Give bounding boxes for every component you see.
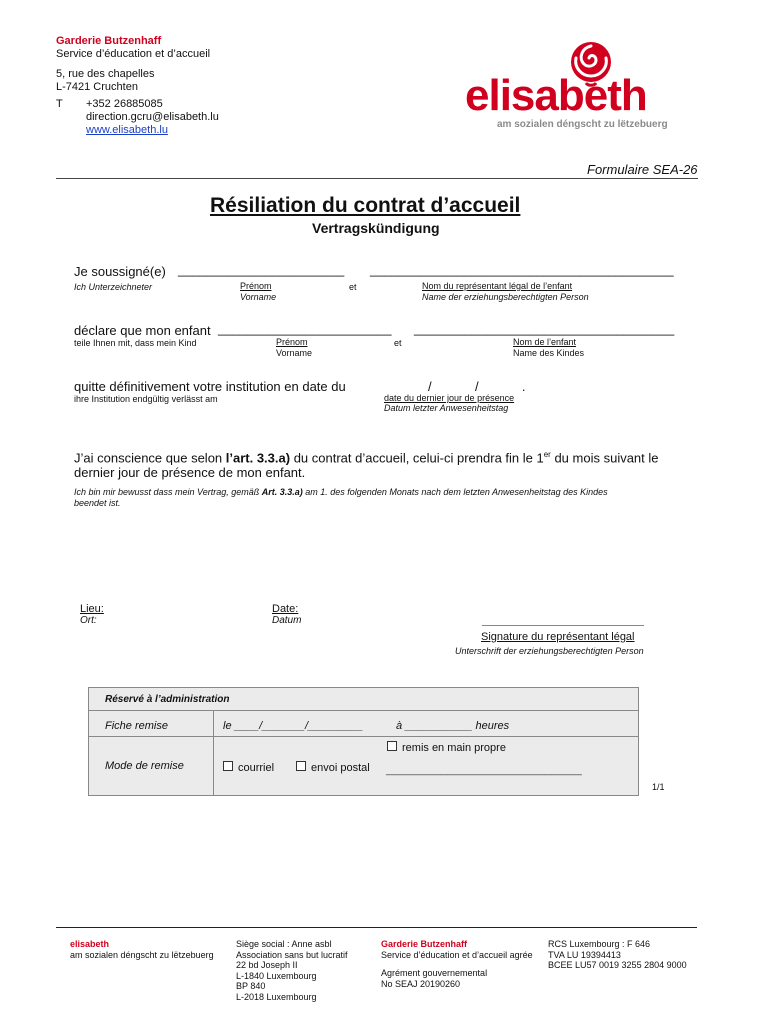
footer-garderie: Garderie Butzenhaff: [381, 939, 468, 949]
org-subtitle: Service d’éducation et d’accueil: [56, 48, 211, 60]
vorname-caption: Vorname: [240, 292, 277, 302]
footer-rule: [56, 927, 697, 928]
mode-other-blank[interactable]: ________________________________: [386, 764, 582, 776]
enfant-nom-blank[interactable]: ____________________________________: [414, 321, 675, 336]
courriel-checkbox[interactable]: [223, 761, 233, 771]
remis-checkbox[interactable]: [387, 741, 397, 751]
signature-label-de: Unterschrift der erziehungsberechtigten Person: [455, 646, 644, 656]
footer-siege-line: Siège social : Anne asbl: [236, 939, 332, 949]
quitte-label-de: ihre Institution endgültig verlässt am: [74, 394, 218, 404]
fiche-hour-blank[interactable]: à ___________ heures: [396, 720, 510, 732]
soussigne-label: Je soussigné(e): [74, 264, 166, 279]
courriel-option[interactable]: [223, 761, 274, 774]
enfant-prenom-caption: Prénom: [276, 337, 308, 347]
footer-registry-line: RCS Luxembourg : F 646: [548, 939, 651, 949]
date-blank[interactable]: / / .: [428, 379, 526, 394]
footer-brand: elisabeth: [70, 939, 110, 949]
fiche-date-blank[interactable]: le ____/_______/_________: [223, 720, 364, 732]
admin-heading: Réservé à l’administration: [105, 694, 230, 705]
footer-agrement-no: No SEAJ 20190260: [381, 979, 461, 989]
enfant-label-de: teile Ihnen mit, dass mein Kind: [74, 338, 197, 348]
soussigne-nom-blank[interactable]: __________________________________________: [370, 262, 674, 277]
soussigne-prenom-blank[interactable]: _______________________: [178, 262, 345, 277]
conscience-de-text-1: Ich bin mir bewusst dass mein Vertrag, gemäß: [74, 487, 262, 497]
enfant-nom-caption: Nom de l’enfant: [513, 337, 577, 347]
conscience-de-text-2: am 1. des folgenden Monats nach dem letzten Anwesenheitstag des Kindes: [302, 487, 608, 497]
enfant-vorname-caption: Vorname: [276, 348, 313, 358]
enfant-prenom-blank[interactable]: ________________________: [218, 321, 392, 336]
footer-registry-line: TVA LU 19394413: [548, 949, 621, 960]
page-subtitle: Vertragskündigung: [312, 220, 440, 236]
lieu-label: Lieu:: [80, 603, 104, 615]
footer-agrement: Agrément gouvernemental: [381, 968, 488, 978]
date-sign-label: Date:: [272, 603, 299, 615]
page-title: Résiliation du contrat d’accueil: [210, 194, 521, 217]
footer-siege-line: BP 840: [236, 981, 266, 992]
footer-siege: [236, 939, 348, 1003]
footer-siege-line: 22 bd Joseph II: [236, 960, 298, 971]
email-link[interactable]: direction.gcru@elisabeth.lu: [86, 111, 219, 123]
phone-number: +352 26885085: [86, 98, 163, 110]
remis-option[interactable]: [387, 741, 506, 754]
footer-registry-line: BCEE LU57 0019 3255 2804 9000: [548, 960, 687, 971]
form-id: Formulaire SEA-26: [587, 162, 698, 177]
footer-siege-line: L-1840 Luxembourg: [236, 970, 317, 981]
footer-brand-tagline: am sozialen déngscht zu lëtzebuerg: [70, 950, 214, 960]
logo-tagline: am sozialen déngscht zu lëtzebuerg: [497, 119, 668, 130]
logo-wordmark: elisabeth: [465, 71, 647, 120]
conscience-de-article: Art. 3.3.a): [261, 487, 303, 497]
footer-registry: [548, 939, 687, 971]
conscience-text-2: du contrat d’accueil, celui-ci prendra fin le 1: [290, 450, 544, 466]
fiche-label: Fiche remise: [105, 720, 168, 732]
conscience-de-line-1: [74, 487, 608, 497]
conscience-text-3: du mois suivant le: [550, 450, 659, 466]
et-caption: et: [349, 282, 357, 292]
admin-box: [88, 687, 639, 796]
ort-label: Ort:: [80, 615, 97, 626]
datum-label: Datum: [272, 615, 302, 626]
conscience-de-line-2: beendet ist.: [74, 498, 121, 508]
quitte-label: quitte définitivement votre institution en date du: [74, 379, 346, 394]
courriel-label: courriel: [238, 762, 275, 774]
phone-label: T: [56, 98, 63, 110]
conscience-line-2: dernier jour de présence de mon enfant.: [74, 465, 306, 480]
envoi-label: envoi postal: [311, 762, 370, 774]
signature-label: Signature du représentant légal: [481, 631, 635, 643]
name-representant-caption-de: Name der erziehungsberechtigten Person: [422, 292, 589, 302]
conscience-line-1: [74, 450, 659, 465]
enfant-label: déclare que mon enfant: [74, 323, 211, 338]
signature-line[interactable]: [482, 625, 644, 626]
header-rule: [56, 178, 698, 179]
footer-siege-line: Association sans but lucratif: [236, 949, 348, 960]
conscience-text-1: J’ai conscience que selon: [74, 450, 226, 466]
conscience-sup: er: [543, 450, 551, 459]
page-number: 1/1: [652, 782, 665, 792]
conscience-article: l’art. 3.3.a): [225, 450, 291, 466]
mode-label: Mode de remise: [105, 760, 184, 772]
remis-label: remis en main propre: [402, 742, 506, 754]
address-line-1: 5, rue des chapelles: [56, 68, 155, 80]
footer-siege-line: L-2018 Luxembourg: [236, 991, 317, 1002]
website-link[interactable]: www.elisabeth.lu: [86, 124, 168, 136]
nom-representant-caption: Nom du représentant légal de l’enfant: [422, 281, 573, 291]
envoi-checkbox[interactable]: [296, 761, 306, 771]
address-line-2: L-7421 Cruchten: [56, 81, 138, 93]
date-caption: date du dernier jour de présence: [384, 393, 515, 403]
enfant-et-caption: et: [394, 338, 402, 348]
envoi-option[interactable]: [296, 761, 370, 774]
footer-garderie-sub: Service d’éducation et d’accueil agrée: [381, 950, 533, 960]
org-name: Garderie Butzenhaff: [56, 35, 162, 47]
date-caption-de: Datum letzter Anwesenheitstag: [384, 403, 509, 413]
prenom-caption: Prénom: [240, 281, 272, 291]
enfant-name-caption-de: Name des Kindes: [513, 348, 585, 358]
soussigne-label-de: Ich Unterzeichneter: [74, 282, 153, 292]
